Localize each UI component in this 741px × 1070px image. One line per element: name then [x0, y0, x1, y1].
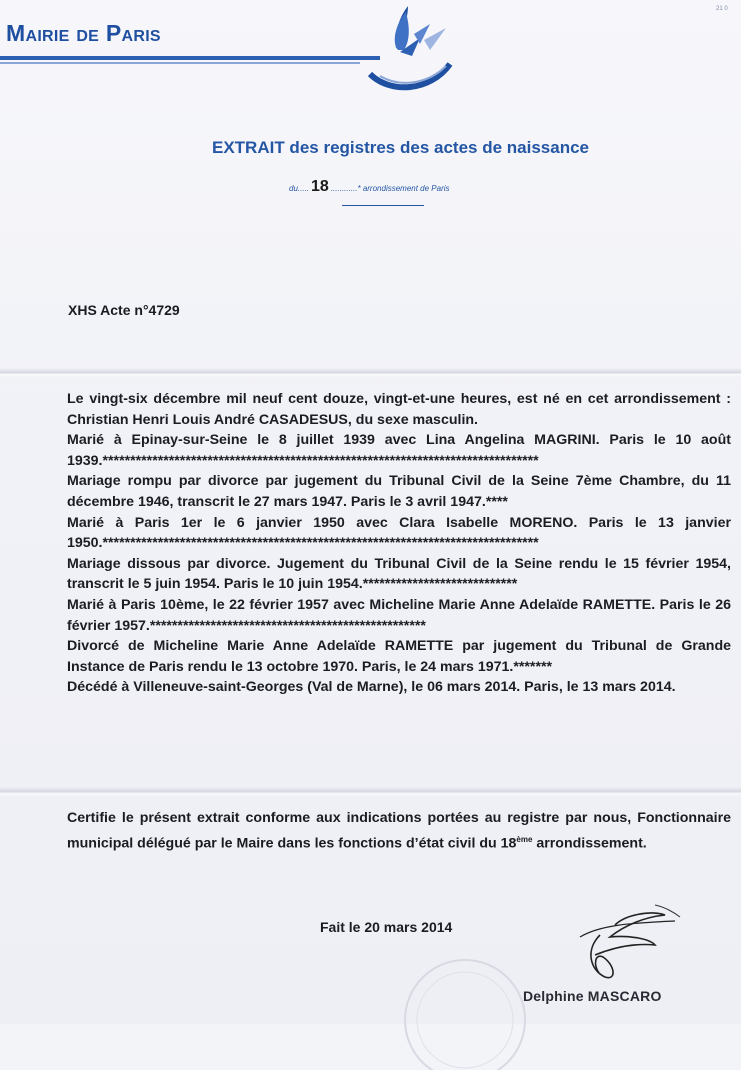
certify-ordinal: 18 — [500, 835, 517, 852]
corner-reference: 21 0 — [716, 6, 728, 12]
paris-logo-icon — [350, 4, 460, 99]
document-title: EXTRAIT des registres des actes de naissance — [211, 138, 589, 157]
acte-number: XHS Acte n°4729 — [68, 302, 180, 318]
arrondissement-line — [289, 178, 450, 196]
subtitle-prefix: du..... — [289, 184, 310, 193]
record-paragraph: Mariage dissous par divorce. Jugement du Tribunal Civil de la Seine rendu le 15 février 1954, transcrit le 5 juin 1954. Paris le 10 juin 1954.**************************** — [67, 555, 731, 593]
record-paragraph: Décédé à Villeneuve-saint-Georges (Val de Marne), le 06 mars 2014. Paris, le 13 mars 2014. — [67, 679, 676, 696]
subtitle-underline — [342, 205, 424, 206]
header-rule-thin — [0, 62, 360, 64]
org-name: Mairie de Paris — [6, 20, 161, 46]
record-paragraph: Marié à Paris 1er le 6 janvier 1950 avec Clara Isabelle MORENO. Paris le 13 janvier 1950.******************************************************************************* — [67, 514, 731, 552]
arrondissement-number: 18 — [311, 178, 329, 195]
record-paragraph: Marié à Paris 10ème, le 22 février 1957 avec Micheline Marie Anne Adelaïde RAMETTE. Paris le 26 février 1957.************************************************** — [67, 596, 731, 634]
record-paragraph: Le vingt-six décembre mil neuf cent douze, vingt-et-une heures, est né en cet arrondissement : Christian Henri Louis André CASADESUS, du sexe masculin. — [67, 391, 731, 428]
subtitle-suffix: ............* arrondissement de Paris — [330, 184, 450, 193]
signer-name: Delphine MASCARO — [523, 988, 662, 1004]
certify-ending: arrondissement. — [532, 835, 647, 852]
record-paragraph: Divorcé de Micheline Marie Anne Adelaïde RAMETTE par jugement du Tribunal de Grande Instance de Paris rendu le 13 octobre 1970. Paris, le 24 mars 1971.******* — [67, 638, 731, 675]
certify-main: Certifie le présent extrait conforme aux indications portées au registre par nous, Fonctionnaire municipal délégué par le Maire dans les fonctions d’état civil du — [67, 810, 731, 852]
record-body — [67, 389, 731, 698]
issue-date: Fait le 20 mars 2014 — [320, 919, 453, 935]
paper-fold — [0, 368, 741, 378]
certify-ordinal-suffix: ème — [516, 835, 533, 844]
paper-fold — [0, 787, 741, 797]
header-rule — [0, 56, 380, 60]
signature-icon — [555, 895, 705, 990]
record-paragraph: Marié à Epinay-sur-Seine le 8 juillet 1939 avec Lina Angelina MAGRINI. Paris le 10 août 1939.******************************************************************************* — [67, 432, 731, 469]
certification-text — [67, 808, 731, 855]
record-paragraph: Mariage rompu par divorce par jugement du Tribunal Civil de la Seine 7ème Chambre, du 11 décembre 1946, transcrit le 27 mars 1947. Paris le 3 avril 1947.**** — [67, 473, 731, 510]
